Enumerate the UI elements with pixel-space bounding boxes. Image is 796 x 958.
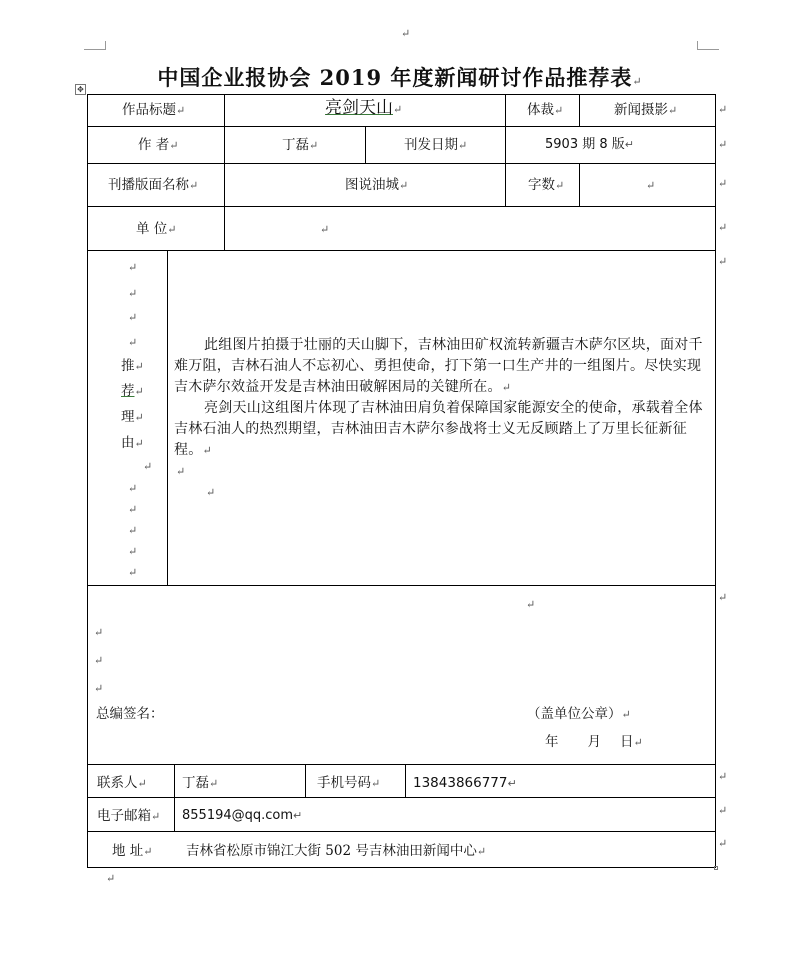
crop-mark-top-right — [697, 41, 719, 50]
paragraph-mark: ↵ — [128, 482, 138, 495]
work-title-value[interactable]: 亮剑天山↵ — [325, 98, 403, 118]
paragraph-mark: ↵ — [128, 311, 138, 324]
reason-label-char: 由↵ — [121, 435, 144, 451]
table-border — [87, 126, 716, 127]
table-border — [87, 585, 716, 586]
table-border — [167, 250, 168, 585]
table-border — [505, 126, 506, 163]
paragraph-mark: ↵ — [143, 460, 153, 473]
contact-person-value[interactable]: 丁磊↵ — [182, 775, 219, 791]
email-label: 电子邮箱↵ — [97, 808, 161, 824]
table-move-handle-icon[interactable]: ✥ — [75, 84, 86, 95]
address-value[interactable]: 吉林省松原市锦江大街 502 号吉林油田新闻中心↵ — [186, 843, 487, 859]
table-border — [87, 867, 716, 868]
reason-paragraph-2[interactable]: 亮剑天山这组图片体现了吉林油田肩负着保障国家能源安全的使命，承载着全体吉林石油人的热烈期望，吉林油田吉木萨尔参战将士义无反顾踏上了万里长征新征程。↵ — [174, 400, 703, 458]
paragraph-mark: ↵ — [94, 626, 104, 639]
mobile-value[interactable]: 13843866777↵ — [413, 775, 517, 791]
table-border — [505, 163, 506, 206]
paragraph-mark: ↵ — [94, 682, 104, 695]
paragraph-mark: ↵ — [128, 261, 138, 274]
table-border — [505, 94, 506, 126]
unit-label: 单 位↵ — [136, 221, 177, 237]
word-count-value[interactable]: ↵ — [646, 179, 656, 192]
word-count-label: 字数↵ — [528, 177, 565, 193]
row-end-mark: ↵ — [718, 591, 728, 604]
table-border — [579, 163, 580, 206]
table-border — [224, 94, 225, 250]
table-border — [174, 764, 175, 831]
table-resize-handle-icon[interactable] — [714, 866, 718, 870]
row-end-mark: ↵ — [718, 138, 728, 151]
chief-editor-signature-label: 总编签名： — [96, 706, 164, 722]
crop-mark-top-left — [84, 41, 106, 50]
paragraph-mark: ↵ — [128, 545, 138, 558]
paragraph-mark: ↵ — [128, 524, 138, 537]
table-border — [87, 206, 716, 207]
mobile-label: 手机号码↵ — [317, 775, 381, 791]
publish-date-value[interactable]: 5903 期 8 版↵ — [545, 137, 634, 152]
work-title-label: 作品标题↵ — [122, 102, 186, 118]
paragraph-mark: ↵ — [526, 598, 536, 611]
table-border — [87, 764, 716, 765]
paragraph-mark: ↵ — [632, 75, 643, 88]
unit-value[interactable]: ↵ — [320, 223, 330, 236]
paragraph-mark: ↵ — [206, 486, 216, 499]
paragraph-mark: ↵ — [128, 566, 138, 579]
paragraph-mark: ↵ — [128, 336, 138, 349]
form-title — [80, 62, 720, 92]
row-end-mark: ↵ — [718, 221, 728, 234]
row-end-mark: ↵ — [718, 837, 728, 850]
paragraph-mark: ↵ — [176, 465, 186, 478]
paragraph-mark: ↵ — [94, 654, 104, 667]
table-border — [87, 94, 88, 867]
table-border — [87, 831, 716, 832]
table-border — [87, 250, 716, 251]
reason-label-char: 推↵ — [121, 358, 144, 374]
form-title-text: 中国企业报协会 2019 年度新闻研讨作品推荐表 — [157, 65, 633, 90]
table-border — [365, 126, 366, 163]
table-border — [87, 797, 716, 798]
table-border — [87, 94, 716, 95]
row-end-mark: ↵ — [718, 177, 728, 190]
section-name-label: 刊播版面名称↵ — [108, 177, 199, 193]
section-name-value[interactable]: 图说油城↵ — [345, 177, 409, 193]
table-border — [579, 94, 580, 126]
genre-label: 体裁↵ — [527, 102, 564, 118]
reason-paragraph-1[interactable]: 此组图片拍摄于壮丽的天山脚下，吉林油田矿权流转新疆吉木萨尔区块，面对千难万阻，吉林石油人不忘初心、勇担使命，打下第一口生产井的一组图片。尽快实现吉木萨尔效益开发是吉林油田破解困局的关键所在。↵ — [174, 337, 703, 395]
signature-date: 年 月 日↵ — [545, 734, 643, 750]
table-border — [87, 163, 716, 164]
table-border — [305, 764, 306, 797]
reason-label-char: 荐↵ — [121, 383, 144, 399]
author-value[interactable]: 丁磊↵ — [282, 137, 319, 153]
paragraph-mark: ↵ — [106, 872, 116, 885]
address-label: 地 址↵ — [112, 843, 153, 859]
table-border — [405, 764, 406, 797]
row-end-mark: ↵ — [718, 770, 728, 783]
reason-label-char: 理↵ — [121, 409, 144, 425]
row-end-mark: ↵ — [718, 103, 728, 116]
row-end-mark: ↵ — [718, 255, 728, 268]
paragraph-mark: ↵ — [401, 27, 411, 40]
row-end-mark: ↵ — [718, 804, 728, 817]
table-border — [715, 94, 716, 867]
contact-person-label: 联系人↵ — [97, 775, 147, 791]
paragraph-mark: ↵ — [128, 287, 138, 300]
official-seal-note: （盖单位公章）↵ — [527, 706, 631, 722]
genre-value[interactable]: 新闻摄影↵ — [614, 102, 678, 118]
email-value[interactable]: 855194@qq.com↵ — [182, 808, 303, 823]
paragraph-mark: ↵ — [128, 503, 138, 516]
publish-date-label: 刊发日期↵ — [404, 137, 468, 153]
author-label: 作 者↵ — [138, 137, 179, 153]
